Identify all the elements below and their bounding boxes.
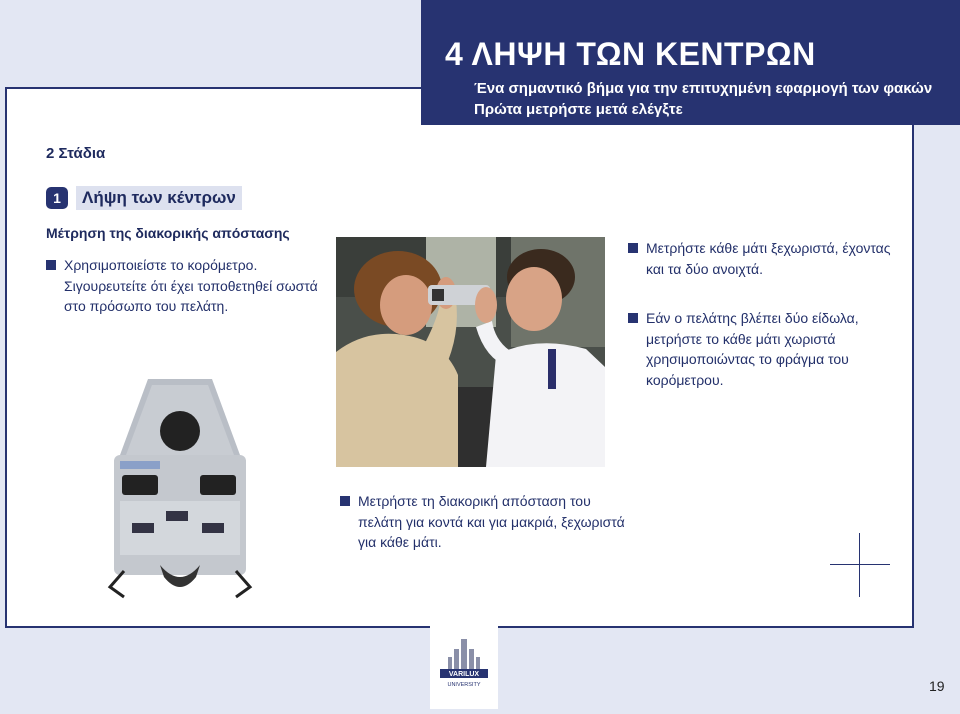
pupilometer-device-image (104, 375, 256, 605)
bullet-text: Μετρήστε κάθε μάτι ξεχωριστά, έχοντας και τα δύο ανοιχτά. (646, 240, 891, 277)
measurement-photo (336, 237, 605, 467)
page-number: 19 (929, 678, 945, 694)
chapter-tagline: Πρώτα μετρήστε μετά ελέγξτε (474, 101, 683, 118)
chapter-subtitle: Ένα σημαντικό βήμα για την επιτυχημένη εφαρμογή των φακών (474, 80, 933, 97)
crosshair-vertical-line (859, 533, 860, 597)
bullet-double-vision (628, 308, 898, 390)
chapter-title: 4 ΛΗΨΗ ΤΩΝ ΚΕΝΤΡΩΝ (445, 36, 816, 72)
bullet-square-icon (628, 313, 638, 323)
logo-wordmark: VARILUX (448, 671, 480, 678)
bullet-use-pupilometer (46, 255, 336, 317)
bullet-square-icon (46, 260, 56, 270)
bullet-square-icon (340, 496, 350, 506)
bullet-square-icon (628, 243, 638, 253)
bullet-text: Μετρήστε τη διακορική απόσταση του πελάτη για κοντά και για μακριά, ξεχωριστά για κάθε μάτι. (358, 493, 625, 550)
step-heading (46, 186, 242, 210)
varilux-university-logo (430, 625, 498, 709)
bullet-text: Χρησιμοποιείστε το κορόμετρο. Σιγουρευτείτε ότι έχει τοποθετηθεί σωστά στο πρόσωπο του πελάτη. (64, 257, 318, 314)
bullet-near-far (340, 491, 630, 553)
crosshair-horizontal-line (830, 564, 890, 565)
stages-label: 2 Στάδια (46, 145, 106, 162)
bullet-text: Εάν ο πελάτης βλέπει δύο είδωλα, μετρήστε το κάθε μάτι χωριστά χρησιμοποιώντας το φράγμα του κορόμετρου. (646, 310, 859, 388)
logo-subtext: UNIVERSITY (447, 682, 481, 688)
step-title: Λήψη των κέντρων (76, 186, 242, 210)
step-number-badge: 1 (46, 187, 68, 209)
section-subheading: Μέτρηση της διακορικής απόστασης (46, 225, 290, 241)
chapter-header (421, 0, 960, 125)
bullet-each-eye (628, 238, 898, 279)
